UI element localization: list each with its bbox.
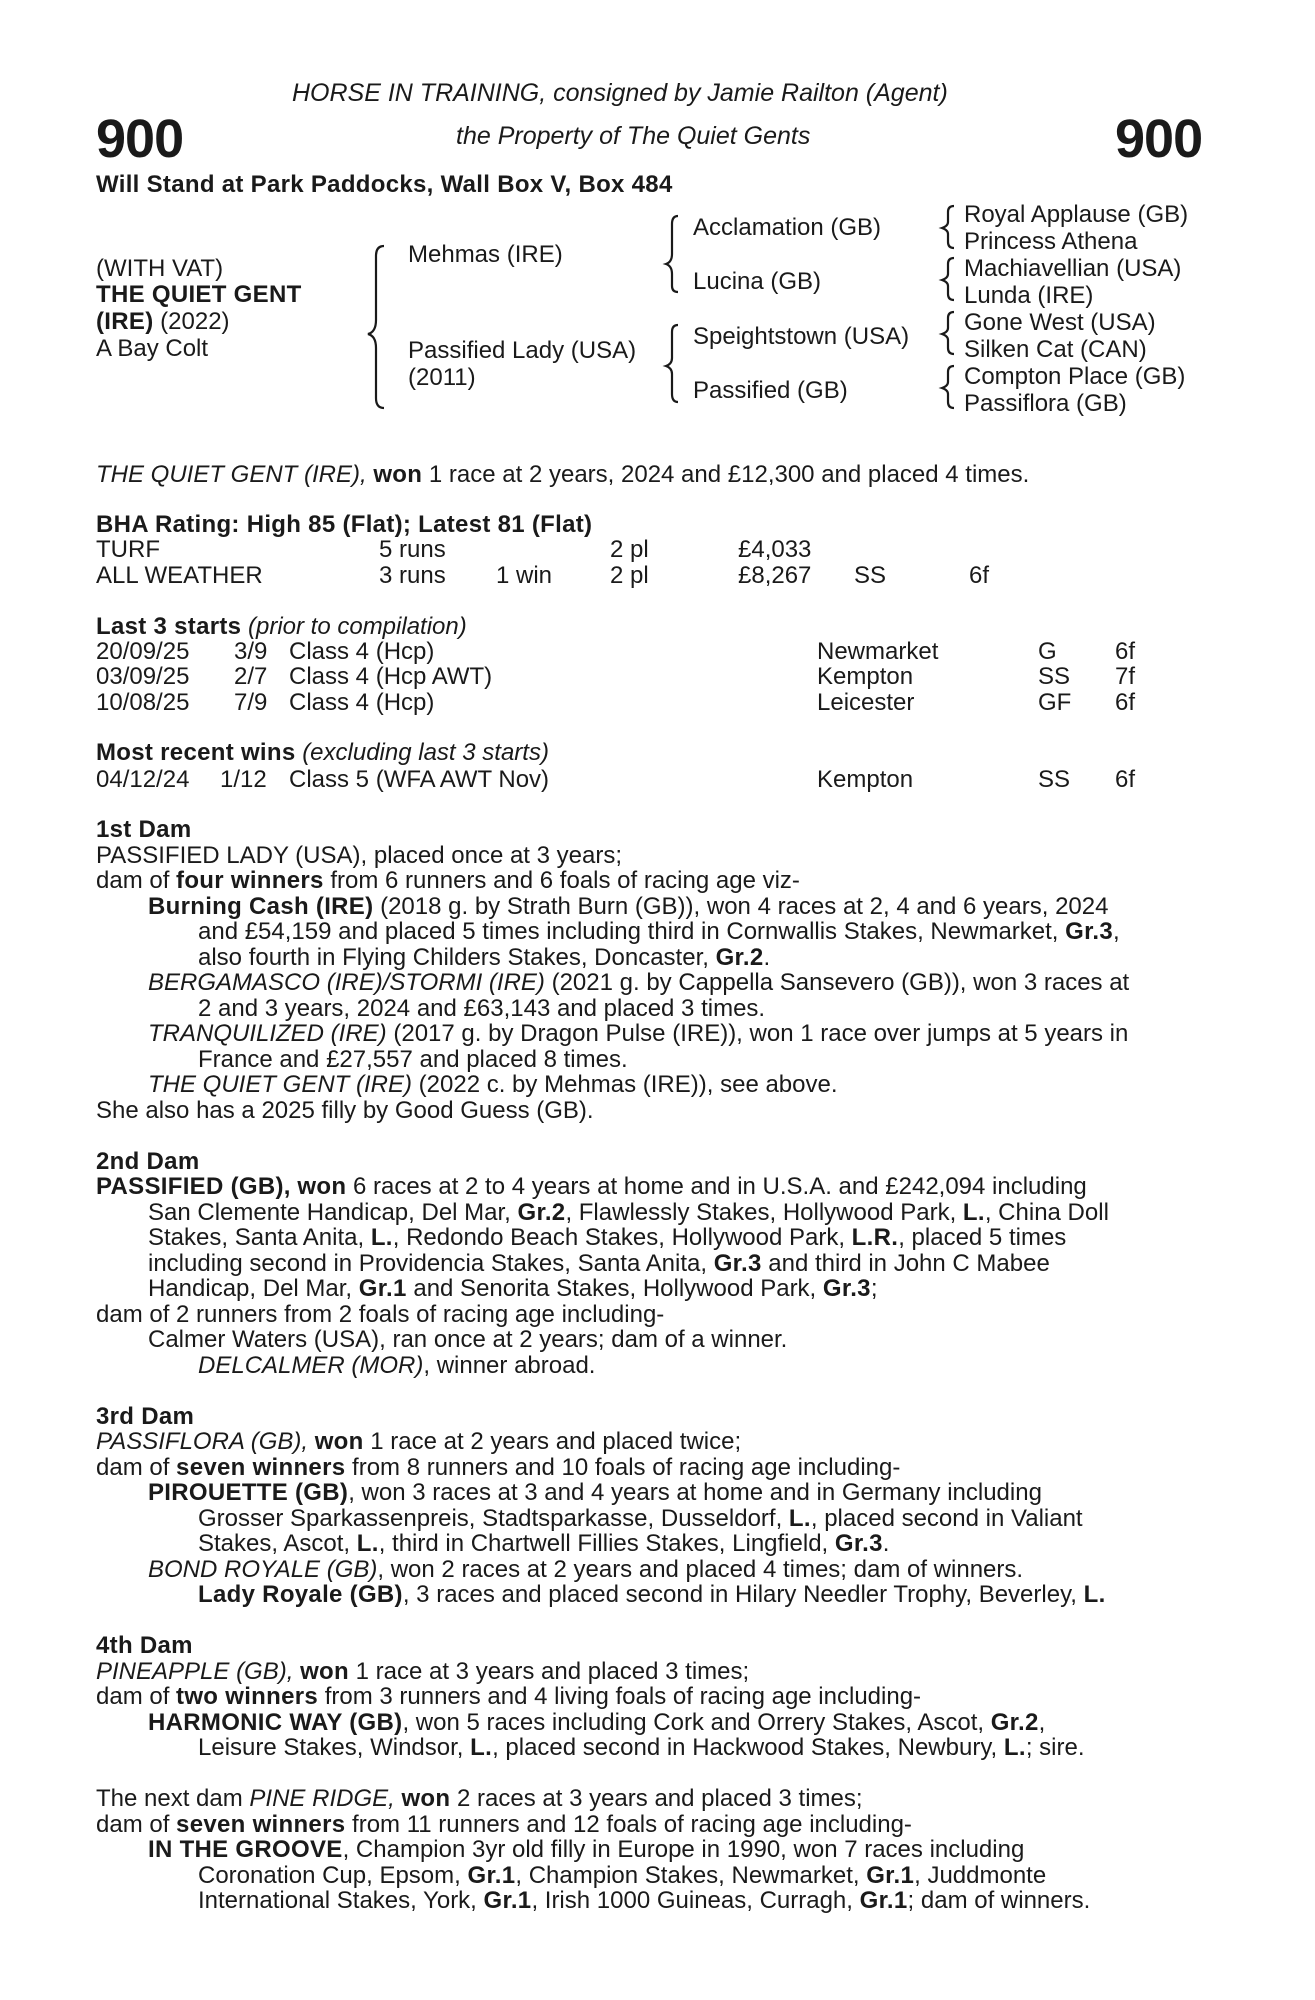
progeny-bond-royale: BOND ROYALE (GB), won 2 races at 2 years and placed 4 times; dam of winners.	[148, 1556, 1024, 1583]
progeny-harmonic-way-line2: Leisure Stakes, Windsor, L., placed second in Hackwood Stakes, Newbury, L.; sire.	[198, 1734, 1085, 1761]
sire-dam: Lucina (GB)	[693, 268, 822, 295]
progeny-tranquilized: TRANQUILIZED (IRE) (2017 g. by Dragon Pulse (IRE)), won 1 race over jumps at 5 years in	[148, 1020, 1129, 1047]
ancestor-5: Gone West (USA)	[964, 309, 1156, 336]
stand-location: Will Stand at Park Paddocks, Wall Box V, Box 484	[96, 171, 673, 198]
lot-number-right: 900	[1115, 109, 1203, 169]
vat-note: (WITH VAT)	[96, 255, 224, 282]
last-starts-title: Last 3 starts (prior to compilation)	[96, 613, 467, 640]
ancestor-7: Compton Place (GB)	[964, 363, 1186, 390]
ancestor-3: Machiavellian (USA)	[964, 255, 1182, 282]
next-dam-line2: dam of seven winners from 11 runners and 12 foals of racing age including-	[96, 1811, 912, 1838]
progeny-burning-cash-line2: and £54,159 and placed 5 times including third in Cornwallis Stakes, Newmarket, Gr.3,	[198, 918, 1120, 945]
progeny-in-the-groove-line3: International Stakes, York, Gr.1, Irish 1000 Guineas, Curragh, Gr.1; dam of winners.	[198, 1887, 1091, 1914]
progeny-bergamasco: BERGAMASCO (IRE)/STORMI (IRE) (2021 g. by Cappella Sansevero (GB)), won 3 races at	[148, 969, 1130, 996]
property-line: the Property of The Quiet Gents	[456, 122, 811, 150]
dam: Passified Lady (USA)	[408, 337, 637, 364]
next-dam-line1: The next dam PINE RIDGE, won 2 races at 3 years and placed 3 times;	[96, 1785, 863, 1812]
second-dam-line6: dam of 2 runners from 2 foals of racing age including-	[96, 1301, 665, 1328]
fourth-dam-heading: 4th Dam	[96, 1632, 193, 1659]
first-dam-heading: 1st Dam	[96, 816, 192, 843]
horse-name: THE QUIET GENT	[96, 281, 302, 308]
fourth-dam-line2: dam of two winners from 3 runners and 4 living foals of racing age including-	[96, 1683, 922, 1710]
third-dam-line2: dam of seven winners from 8 runners and 10 foals of racing age including-	[96, 1454, 901, 1481]
progeny-tranquilized-line2: France and £27,557 and placed 8 times.	[198, 1046, 628, 1073]
consignment-title: HORSE IN TRAINING, consigned by Jamie Railton (Agent)	[292, 79, 948, 107]
first-dam-line: PASSIFIED LADY (USA), placed once at 3 years;	[96, 842, 623, 869]
fourth-dam-line1: PINEAPPLE (GB), won 1 race at 3 years and placed 3 times;	[96, 1658, 750, 1685]
progeny-pirouette-line2: Grosser Sparkassenpreis, Stadtsparkasse, Dusseldorf, L., placed second in Valiant	[198, 1505, 1083, 1532]
ancestor-6: Silken Cat (CAN)	[964, 336, 1147, 363]
sire-sire: Acclamation (GB)	[693, 214, 882, 241]
race-summary: THE QUIET GENT (IRE), won 1 race at 2 years, 2024 and £12,300 and placed 4 times.	[96, 461, 1030, 488]
lot-number-left: 900	[96, 109, 184, 169]
ancestor-4: Lunda (IRE)	[964, 282, 1094, 309]
second-dam-heading: 2nd Dam	[96, 1148, 200, 1175]
progeny-burning-cash: Burning Cash (IRE) (2018 g. by Strath Burn (GB)), won 4 races at 2, 4 and 6 years, 2024	[148, 893, 1109, 920]
second-dam-calmer-waters: Calmer Waters (USA), ran once at 2 years; dam of a winner.	[148, 1326, 788, 1353]
third-dam-line1: PASSIFLORA (GB), won 1 race at 2 years and placed twice;	[96, 1428, 742, 1455]
recent-wins-title: Most recent wins (excluding last 3 starts)	[96, 739, 549, 766]
progeny-quiet-gent: THE QUIET GENT (IRE) (2022 c. by Mehmas (IRE)), see above.	[148, 1071, 838, 1098]
dam-sire: Speightstown (USA)	[693, 323, 910, 350]
progeny-in-the-groove: IN THE GROOVE, Champion 3yr old filly in Europe in 1990, won 7 races including	[148, 1836, 1025, 1863]
progeny-lady-royale: Lady Royale (GB), 3 races and placed second in Hilary Needler Trophy, Beverley, L.	[198, 1581, 1106, 1608]
progeny-pirouette-line3: Stakes, Ascot, L., third in Chartwell Fillies Stakes, Lingfield, Gr.3.	[198, 1530, 890, 1557]
ancestor-8: Passiflora (GB)	[964, 390, 1127, 417]
sire: Mehmas (IRE)	[408, 241, 563, 268]
second-dam-line1: PASSIFIED (GB), won 6 races at 2 to 4 years at home and in U.S.A. and £242,094 including	[96, 1173, 1087, 1200]
second-dam-line4: including second in Providencia Stakes, Santa Anita, Gr.3 and third in John C Mabee	[148, 1250, 1050, 1277]
first-dam-also: She also has a 2025 filly by Good Guess (GB).	[96, 1097, 594, 1124]
third-dam-heading: 3rd Dam	[96, 1403, 195, 1430]
dam-year: (2011)	[408, 364, 476, 391]
progeny-burning-cash-line3: also fourth in Flying Childers Stakes, Doncaster, Gr.2.	[198, 944, 771, 971]
dam-dam: Passified (GB)	[693, 377, 848, 404]
ancestor-2: Princess Athena	[964, 228, 1138, 255]
second-dam-delcalmer: DELCALMER (MOR), winner abroad.	[198, 1352, 596, 1379]
progeny-bergamasco-line2: 2 and 3 years, 2024 and £63,143 and placed 3 times.	[198, 995, 766, 1022]
horse-name-suffix: (IRE) (2022)	[96, 308, 230, 335]
first-dam-summary: dam of four winners from 6 runners and 6 foals of racing age viz-	[96, 867, 800, 894]
second-dam-line5: Handicap, Del Mar, Gr.1 and Senorita Stakes, Hollywood Park, Gr.3;	[148, 1275, 878, 1302]
bha-rating: BHA Rating: High 85 (Flat); Latest 81 (Flat)	[96, 511, 593, 538]
second-dam-line3: Stakes, Santa Anita, L., Redondo Beach Stakes, Hollywood Park, L.R., placed 5 times	[148, 1224, 1067, 1251]
progeny-harmonic-way: HARMONIC WAY (GB), won 5 races including Cork and Orrery Stakes, Ascot, Gr.2,	[148, 1709, 1046, 1736]
progeny-in-the-groove-line2: Coronation Cup, Epsom, Gr.1, Champion Stakes, Newmarket, Gr.1, Juddmonte	[198, 1862, 1047, 1889]
second-dam-line2: San Clemente Handicap, Del Mar, Gr.2, Flawlessly Stakes, Hollywood Park, L., China Doll	[148, 1199, 1109, 1226]
horse-description: A Bay Colt	[96, 335, 209, 362]
progeny-pirouette: PIROUETTE (GB), won 3 races at 3 and 4 years at home and in Germany including	[148, 1479, 1042, 1506]
ancestor-1: Royal Applause (GB)	[964, 201, 1189, 228]
